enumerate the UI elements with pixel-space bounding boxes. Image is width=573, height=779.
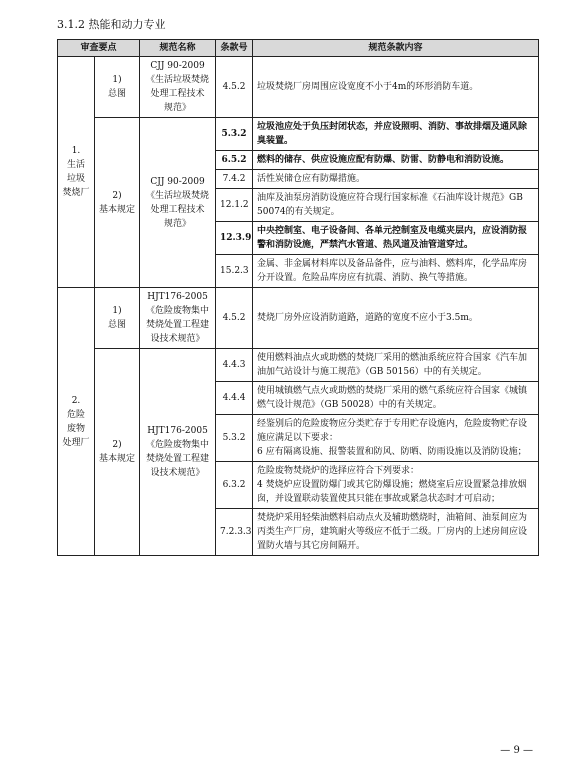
- table-row: [58, 288, 539, 349]
- standard-name: CJJ 90-2009 《生活垃圾焚烧 处理工程技术 规范》: [140, 57, 216, 118]
- header-review-point: 审查要点: [58, 40, 140, 57]
- clause-number: 7.4.2: [216, 170, 253, 189]
- clause-number: 15.2.3: [216, 255, 253, 288]
- header-clause-number: 条款号: [216, 40, 253, 57]
- clause-content: 中央控制室、电子设备间、各单元控制室及电缆夹层内，应设消防报警和消防设施，严禁汽水管道、热风道及油管道穿过。: [253, 222, 539, 255]
- standard-name: CJJ 90-2009 《生活垃圾焚烧 处理工程技术 规范》: [140, 118, 216, 288]
- spec-table: [57, 39, 539, 556]
- clause-content: 油库及油泵房消防设施应符合现行国家标准《石油库设计规范》GB 50074的有关规定。: [253, 189, 539, 222]
- header-clause-content: 规范条款内容: [253, 40, 539, 57]
- subgroup-label: 2) 基本规定: [95, 118, 140, 288]
- clause-number: 4.5.2: [216, 57, 253, 118]
- section-title: 3.1.2 热能和动力专业: [57, 18, 166, 31]
- clause-number: 12.1.2: [216, 189, 253, 222]
- clause-content: 金属、非金属材料库以及备品备件，应与油料、燃料库，化学品库房分开设置。危险品库房应有抗震、消防、换气等措施。: [253, 255, 539, 288]
- page-number: — 9 —: [500, 745, 533, 756]
- clause-content: 焚烧厂房外应设消防道路，道路的宽度不应小于3.5m。: [253, 288, 539, 349]
- group-name: 2. 危险 废物 处理厂: [58, 288, 95, 556]
- clause-number: 4.5.2: [216, 288, 253, 349]
- clause-number: 5.3.2: [216, 118, 253, 151]
- clause-number: 5.3.2: [216, 415, 253, 462]
- subgroup-label: 1) 总图: [95, 288, 140, 349]
- clause-content: 使用燃料油点火或助燃的焚烧厂采用的燃油系统应符合国家《汽车加油加气站设计与施工规范》（GB 50156）中的有关规定。: [253, 349, 539, 382]
- clause-number: 7.2.3.3: [216, 509, 253, 556]
- clause-number: 6.3.2: [216, 462, 253, 509]
- clause-content: 焚烧炉采用轻柴油燃料启动点火及辅助燃烧时，油箱间、油泵间应为丙类生产厂房，建筑耐火等级应不低于二级。厂房内的上述房间应设置防火墙与其它房间隔开。: [253, 509, 539, 556]
- clause-number: 4.4.3: [216, 349, 253, 382]
- header-standard-name: 规范名称: [140, 40, 216, 57]
- table-header-row: [58, 40, 539, 57]
- clause-content: 危险废物焚烧炉的选择应符合下列要求： 4 焚烧炉应设置防爆门或其它防爆设施；燃烧室后应设置紧急排放烟囱，并设置联动装置使其只能在事故或紧急状态时才可启动；: [253, 462, 539, 509]
- standard-name: HJT176-2005 《危险废物集中 焚烧处置工程建 设技术规范》: [140, 349, 216, 556]
- clause-content: 燃料的储存、供应设施应配有防爆、防雷、防静电和消防设施。: [253, 151, 539, 170]
- table-row: [58, 349, 539, 382]
- group-name: 1. 生活 垃圾 焚烧厂: [58, 57, 95, 288]
- clause-content: 垃圾焚烧厂房周围应设宽度不小于4m的环形消防车道。: [253, 57, 539, 118]
- table-row: [58, 118, 539, 151]
- standard-name: HJT176-2005 《危险废物集中 焚烧处置工程建 设技术规范》: [140, 288, 216, 349]
- clause-number: 6.5.2: [216, 151, 253, 170]
- table-row: [58, 57, 539, 118]
- clause-content: 垃圾池应处于负压封闭状态，并应设照明、消防、事故排烟及通风除臭装置。: [253, 118, 539, 151]
- clause-number: 4.4.4: [216, 382, 253, 415]
- subgroup-label: 1) 总图: [95, 57, 140, 118]
- clause-content: 使用城镇燃气点火或助燃的焚烧厂采用的燃气系统应符合国家《城镇燃气设计规范》（GB 50028）中的有关规定。: [253, 382, 539, 415]
- table-body: [58, 57, 539, 556]
- clause-content: 经鉴别后的危险废物应分类贮存于专用贮存设施内，危险废物贮存设施应满足以下要求： 6 应有隔离设施、报警装置和防风、防晒、防雨设施以及消防设施；: [253, 415, 539, 462]
- clause-content: 活性炭储仓应有防爆措施。: [253, 170, 539, 189]
- clause-number: 12.3.9: [216, 222, 253, 255]
- subgroup-label: 2) 基本规定: [95, 349, 140, 556]
